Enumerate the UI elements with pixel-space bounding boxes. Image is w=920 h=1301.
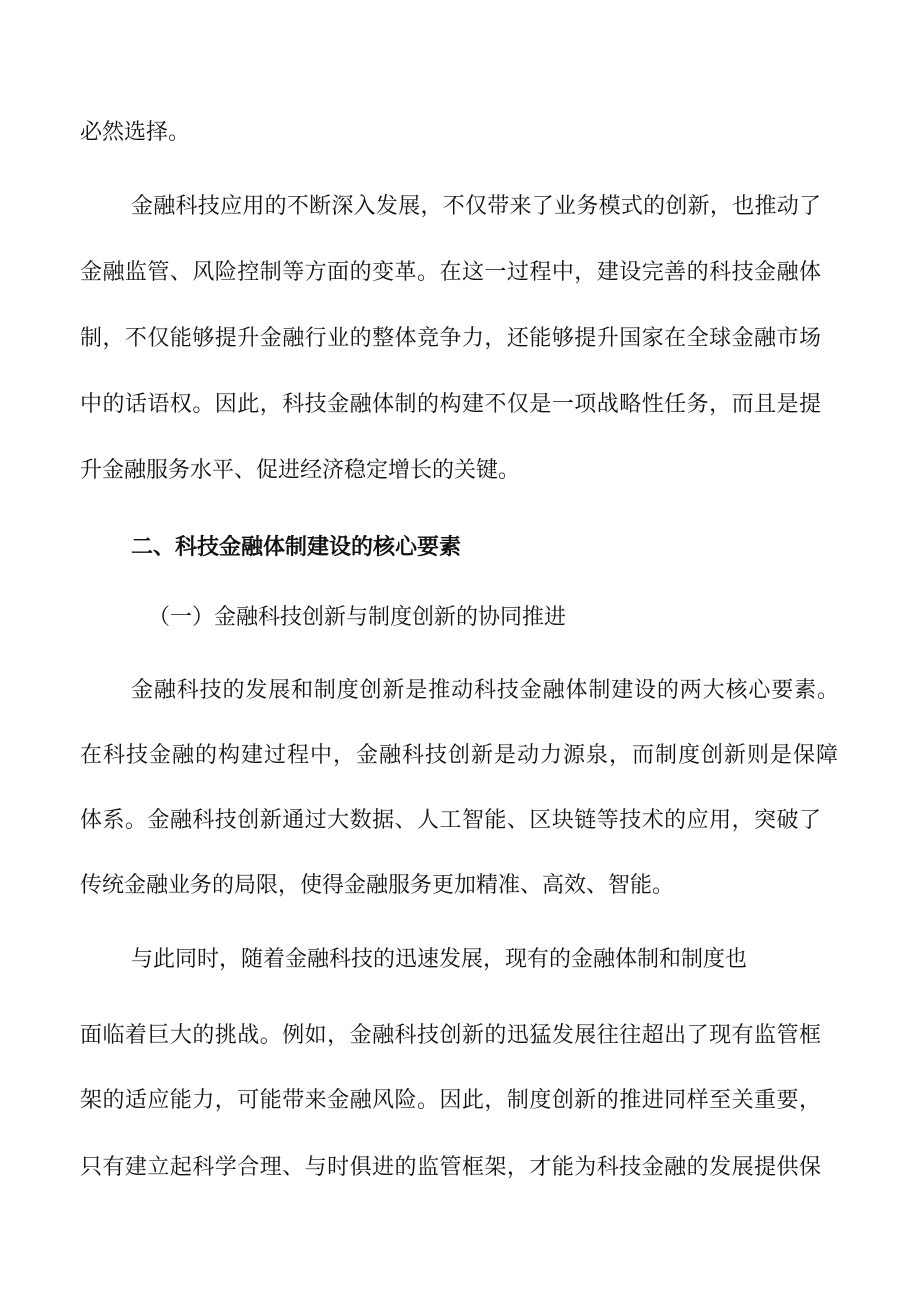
- paragraph-line: 体系。金融科技创新通过大数据、人工智能、区块链等技术的应用，突破了: [80, 808, 821, 833]
- paragraph-line: 制，不仅能够提升金融行业的整体竞争力，还能够提升国家在全球金融市场: [80, 326, 821, 351]
- subsection-heading: （一）金融科技创新与制度创新的协同推进: [148, 605, 567, 630]
- paragraph-line: 金融科技的发展和制度创新是推动科技金融体制建设的两大核心要素。: [131, 678, 839, 703]
- paragraph-line: 金融监管、风险控制等方面的变革。在这一过程中，建设完善的科技金融体: [80, 260, 821, 285]
- section-heading: 二、科技金融体制建设的核心要素: [131, 534, 462, 560]
- paragraph-line: 必然选择。: [80, 120, 191, 145]
- paragraph-line: 面临着巨大的挑战。例如，金融科技创新的迅猛发展往往超出了现有监管框: [80, 1023, 821, 1048]
- paragraph-line: 在科技金融的构建过程中，金融科技创新是动力源泉，而制度创新则是保障: [80, 743, 838, 768]
- paragraph-line: 升金融服务水平、促进经济稳定增长的关键。: [80, 458, 521, 483]
- paragraph-line: 传统金融业务的局限，使得金融服务更加精准、高效、智能。: [80, 873, 675, 898]
- paragraph-line: 只有建立起科学合理、与时俱进的监管框架，才能为科技金融的发展提供保: [80, 1155, 821, 1180]
- paragraph-line: 中的话语权。因此，科技金融体制的构建不仅是一项战略性任务，而且是提: [80, 392, 821, 417]
- paragraph-line: 金融科技应用的不断深入发展，不仅带来了业务模式的创新，也推动了: [131, 194, 821, 219]
- paragraph-line: 与此同时，随着金融科技的迅速发展，现有的金融体制和制度也: [131, 947, 748, 972]
- paragraph-line: 架的适应能力，可能带来金融风险。因此，制度创新的推进同样至关重要，: [80, 1088, 821, 1113]
